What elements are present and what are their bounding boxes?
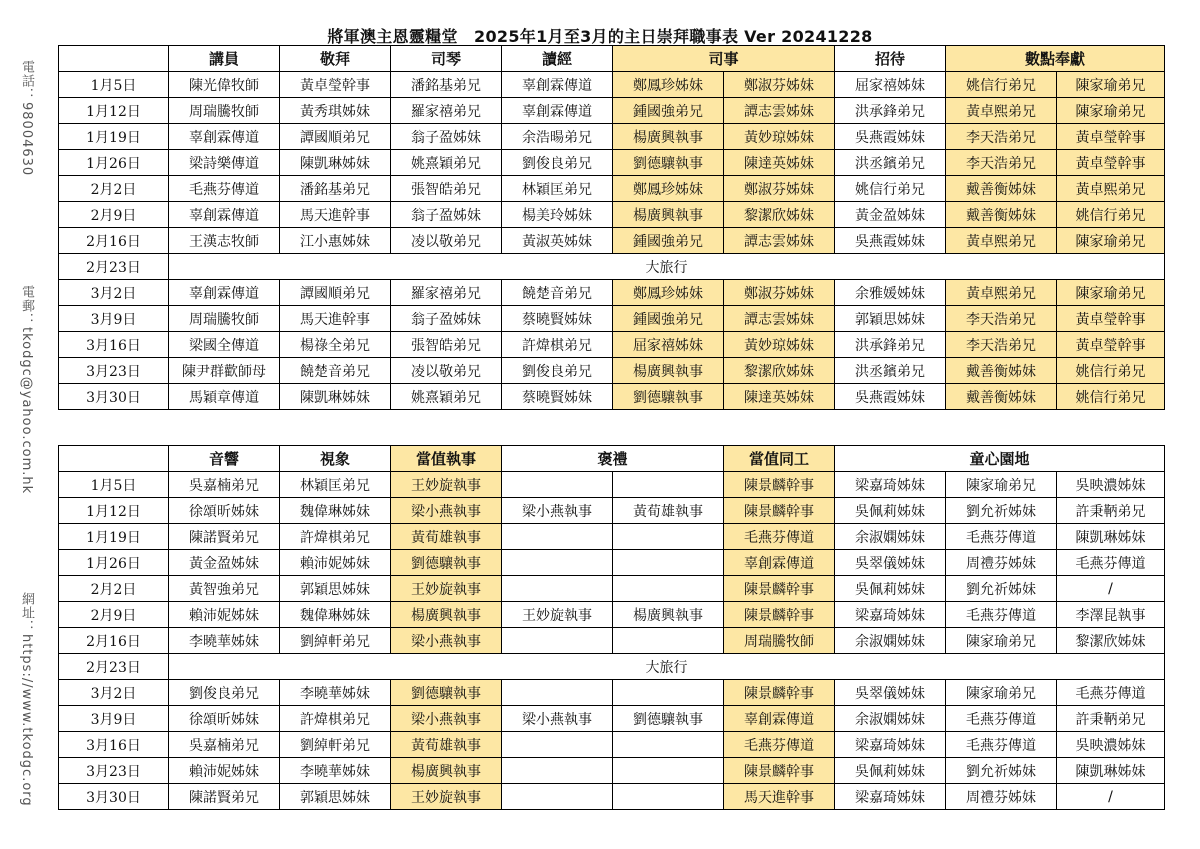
date-cell: 2月16日 [59,628,169,654]
table-cell: 毛燕芬傳道 [946,732,1057,758]
table-cell: 黃卓熙弟兄 [946,280,1057,306]
date-cell: 1月5日 [59,472,169,498]
table-cell: 劉綽軒弟兄 [280,732,391,758]
date-cell: 1月12日 [59,498,169,524]
date-cell: 1月5日 [59,72,169,98]
table-cell: 姚熹穎弟兄 [391,384,502,410]
table-cell: 陳家瑜弟兄 [1057,280,1165,306]
table-cell: 陳景麟幹事 [724,758,835,784]
table-cell: 王妙旋執事 [391,472,502,498]
column-header: 數點奉獻 [946,46,1165,72]
table-cell: 黃淑英姊妹 [502,228,613,254]
table-cell: 許煒棋弟兄 [280,524,391,550]
table-cell: 陳尹群歡師母 [169,358,280,384]
date-cell: 2月23日 [59,654,169,680]
table-cell: 梁嘉琦姊妹 [835,732,946,758]
table-cell: 鄭鳳珍姊妹 [613,280,724,306]
table-cell: 梁小燕執事 [391,498,502,524]
table-cell: 陳達英姊妹 [724,384,835,410]
table-cell: 魏偉琳姊妹 [280,498,391,524]
table-cell [613,758,724,784]
table-cell: 賴沛妮姊妹 [280,550,391,576]
table-cell: 梁小燕執事 [502,706,613,732]
table-row [59,150,1165,176]
table-cell: 黃卓瑩幹事 [280,72,391,98]
table-cell: 辜創霖傳道 [724,706,835,732]
table-cell: 楊祿全弟兄 [280,332,391,358]
table-cell: 姚信行弟兄 [835,176,946,202]
table-row [59,550,1165,576]
table-cell: 戴善衡姊妹 [946,384,1057,410]
table-cell: 楊廣興執事 [613,202,724,228]
phone-text: 電話：98004630 [19,60,34,177]
table-cell: 周瑞騰牧師 [169,98,280,124]
date-cell: 2月16日 [59,228,169,254]
table-cell: 林穎匡弟兄 [502,176,613,202]
table-cell: 賴沛妮姊妹 [169,758,280,784]
table-cell: 王漢志牧師 [169,228,280,254]
table-row [59,280,1165,306]
table-row [59,306,1165,332]
table-cell: 洪承鋒弟兄 [835,332,946,358]
table-cell: 姚信行弟兄 [1057,358,1165,384]
table-cell: 梁國全傳道 [169,332,280,358]
table-cell: 王妙旋執事 [391,576,502,602]
table-row [59,732,1165,758]
table-cell: 潘銘基弟兄 [391,72,502,98]
table-cell: 李天浩弟兄 [946,150,1057,176]
table-cell: 王妙旋執事 [502,602,613,628]
table-cell: 羅家禧弟兄 [391,280,502,306]
table-row [59,784,1165,810]
table-cell [613,680,724,706]
table-cell: 周禮芬姊妹 [946,784,1057,810]
column-header: 童心園地 [835,446,1165,472]
table-cell: 洪丞鑌弟兄 [835,150,946,176]
table-cell [613,628,724,654]
table-cell: 梁嘉琦姊妹 [835,472,946,498]
column-header: 讀經 [502,46,613,72]
table-row [59,228,1165,254]
table-cell: 毛燕芬傳道 [169,176,280,202]
table-cell: 周瑞騰牧師 [169,306,280,332]
table-cell: 黎潔欣姊妹 [1057,628,1165,654]
table-cell: 梁小燕執事 [502,498,613,524]
table-cell: 洪丞鑌弟兄 [835,358,946,384]
column-header: 音響 [169,446,280,472]
table-cell: 陳家瑜弟兄 [1057,228,1165,254]
table-cell: 陳家瑜弟兄 [1057,98,1165,124]
website-text: 網址：https://www.tkodgc.org [19,592,34,807]
table-cell: 饒楚音弟兄 [280,358,391,384]
table-cell: 陳景麟幹事 [724,576,835,602]
date-cell: 1月26日 [59,550,169,576]
table-cell: 鄭淑芬姊妹 [724,280,835,306]
table-cell: 蔡曉賢姊妹 [502,306,613,332]
table-cell: 黃卓瑩幹事 [1057,150,1165,176]
table-cell: 吳燕霞姊妹 [835,124,946,150]
table-cell: 黃妙琼姊妹 [724,124,835,150]
table-cell [613,550,724,576]
table-cell: 江小惠姊妹 [280,228,391,254]
table-cell [502,576,613,602]
column-header: 褒禮 [502,446,724,472]
table-cell: 毛燕芬傳道 [724,732,835,758]
table-row [59,654,1165,680]
table-cell: 吳嘉楠弟兄 [169,472,280,498]
table-cell [502,550,613,576]
table-cell: 黎潔欣姊妹 [724,202,835,228]
table-cell: 余雅媛姊妹 [835,280,946,306]
table-cell: 劉德驤執事 [391,550,502,576]
table-cell: 吳翠儀姊妹 [835,550,946,576]
table-row [59,332,1165,358]
table-cell: 郭穎思姊妹 [280,784,391,810]
table-cell: 鄭鳳珍姊妹 [613,72,724,98]
table-cell: 賴沛妮姊妹 [169,602,280,628]
table-cell: 徐頌昕姊妹 [169,498,280,524]
date-cell: 1月12日 [59,98,169,124]
table-cell: / [1057,576,1165,602]
table-row [59,680,1165,706]
table-cell: 許秉鞆弟兄 [1057,498,1165,524]
table-cell [502,628,613,654]
table-cell: 吳佩莉姊妹 [835,758,946,784]
table-row [59,706,1165,732]
table-cell: 凌以敬弟兄 [391,228,502,254]
table-cell: 劉德驤執事 [391,680,502,706]
column-header: 視象 [280,446,391,472]
table-row [59,176,1165,202]
table-cell [613,524,724,550]
table-cell: 辜創霖傳道 [169,280,280,306]
table-cell: 屈家禧姊妹 [613,332,724,358]
table-cell: 楊美玲姊妹 [502,202,613,228]
table-cell: 陳家瑜弟兄 [946,680,1057,706]
table-cell: 吳燕霞姊妹 [835,228,946,254]
service-roster-table [58,445,1165,810]
table-cell: 李澤昆執事 [1057,602,1165,628]
table-cell: 陳景麟幹事 [724,472,835,498]
table-cell: 梁詩樂傳道 [169,150,280,176]
table-cell: 戴善衡姊妹 [946,176,1057,202]
table-cell: 黃荀雄執事 [391,524,502,550]
table-cell: 黃卓瑩幹事 [1057,306,1165,332]
table-row [59,72,1165,98]
table-cell: 陳凱琳姊妹 [1057,524,1165,550]
date-cell: 3月9日 [59,706,169,732]
table-cell [502,472,613,498]
table-cell: / [1057,784,1165,810]
table-cell: 李天浩弟兄 [946,306,1057,332]
table-cell: 黃卓熙弟兄 [1057,176,1165,202]
table-cell: 黎潔欣姊妹 [724,358,835,384]
table-cell: 陳凱琳姊妹 [280,150,391,176]
table-cell: 翁子盈姊妹 [391,124,502,150]
table-row [59,202,1165,228]
table-cell: 黃荀雄執事 [613,498,724,524]
table-cell: 林穎匡弟兄 [280,472,391,498]
column-header: 司事 [613,46,835,72]
table-cell: 凌以敬弟兄 [391,358,502,384]
table-cell: 李曉華姊妹 [169,628,280,654]
date-cell: 3月30日 [59,784,169,810]
header-row [59,46,1165,72]
table-cell: 鍾國強弟兄 [613,306,724,332]
table-cell: 劉允祈姊妹 [946,498,1057,524]
table-cell: 陳達英姊妹 [724,150,835,176]
table-cell: 徐頌昕姊妹 [169,706,280,732]
table-row [59,358,1165,384]
table-cell: 毛燕芬傳道 [946,602,1057,628]
table-row [59,124,1165,150]
date-cell: 2月9日 [59,202,169,228]
table-cell: 鄭淑芬姊妹 [724,72,835,98]
table-cell: 鍾國強弟兄 [613,98,724,124]
table-cell: 陳景麟幹事 [724,680,835,706]
table-cell [613,784,724,810]
column-header: 當值執事 [391,446,502,472]
table-cell: 吳映濃姊妹 [1057,732,1165,758]
table-cell: 楊廣興執事 [391,758,502,784]
column-header: 招待 [835,46,946,72]
table-cell: 譚國順弟兄 [280,124,391,150]
date-cell: 3月23日 [59,758,169,784]
table-cell: 劉德驤執事 [613,706,724,732]
table-cell: 陳家瑜弟兄 [1057,72,1165,98]
table-cell: 毛燕芬傳道 [1057,680,1165,706]
table-cell: 魏偉琳姊妹 [280,602,391,628]
table-cell: 譚志雲姊妹 [724,228,835,254]
table-cell: 毛燕芬傳道 [946,706,1057,732]
table-cell: 陳凱琳姊妹 [280,384,391,410]
date-cell: 1月19日 [59,524,169,550]
table-cell: 楊廣興執事 [391,602,502,628]
table-cell: 辜創霖傳道 [502,98,613,124]
date-cell: 2月9日 [59,602,169,628]
table-cell: 梁嘉琦姊妹 [835,602,946,628]
table-cell: 陳光偉牧師 [169,72,280,98]
table-cell: 戴善衡姊妹 [946,358,1057,384]
table-row [59,254,1165,280]
table-cell: 羅家禧弟兄 [391,98,502,124]
table-cell: 陳家瑜弟兄 [946,472,1057,498]
table-cell: 余淑嫻姊妹 [835,628,946,654]
table-cell: 翁子盈姊妹 [391,306,502,332]
table-cell: 王妙旋執事 [391,784,502,810]
table-cell [502,680,613,706]
table-cell: 吳佩莉姊妹 [835,576,946,602]
table-cell: 鍾國強弟兄 [613,228,724,254]
table-cell: 吳映濃姊妹 [1057,472,1165,498]
table-cell: 李天浩弟兄 [946,124,1057,150]
date-cell: 2月23日 [59,254,169,280]
date-cell: 3月16日 [59,732,169,758]
table-cell: 周禮芬姊妹 [946,550,1057,576]
table-cell [502,784,613,810]
table-cell: 馬天進幹事 [724,784,835,810]
table-cell: 譚志雲姊妹 [724,306,835,332]
table-cell: 陳家瑜弟兄 [946,628,1057,654]
table-cell: 屈家禧姊妹 [835,72,946,98]
table-cell: 馬天進幹事 [280,306,391,332]
table-cell: 余淑嫻姊妹 [835,524,946,550]
table-cell [613,472,724,498]
table-cell: 余淑嫻姊妹 [835,706,946,732]
table-cell: 劉綽軒弟兄 [280,628,391,654]
table-cell: 黃智強弟兄 [169,576,280,602]
table-cell: 李曉華姊妹 [280,758,391,784]
table-cell: 黃卓熙弟兄 [946,228,1057,254]
table-cell: 饒楚音弟兄 [502,280,613,306]
table-cell: 陳景麟幹事 [724,602,835,628]
table-cell: 吳翠儀姊妹 [835,680,946,706]
table-cell: 姚信行弟兄 [946,72,1057,98]
table-cell [613,576,724,602]
column-header [59,446,169,472]
table-cell: 毛燕芬傳道 [946,524,1057,550]
date-cell: 2月2日 [59,176,169,202]
table-cell: 郭穎思姊妹 [280,576,391,602]
event-cell: 大旅行 [169,254,1165,280]
table-cell: 李曉華姊妹 [280,680,391,706]
table-cell: 辜創霖傳道 [502,72,613,98]
table-cell: 姚信行弟兄 [1057,384,1165,410]
table-cell: 黃卓瑩幹事 [1057,124,1165,150]
table-cell: 楊廣興執事 [613,124,724,150]
table-row [59,98,1165,124]
date-cell: 1月26日 [59,150,169,176]
table-cell: 張智皓弟兄 [391,176,502,202]
event-cell: 大旅行 [169,654,1165,680]
date-cell: 2月2日 [59,576,169,602]
column-header: 講員 [169,46,280,72]
date-cell: 3月23日 [59,358,169,384]
table-cell: 姚信行弟兄 [1057,202,1165,228]
table-cell: 馬天進幹事 [280,202,391,228]
table-cell: 黃卓瑩幹事 [1057,332,1165,358]
table-cell: 陳景麟幹事 [724,498,835,524]
table-cell: 陳諾賢弟兄 [169,784,280,810]
table-cell: 陳諾賢弟兄 [169,524,280,550]
table-cell: 黃卓熙弟兄 [946,98,1057,124]
header-row [59,446,1165,472]
column-header: 當值同工 [724,446,835,472]
table-cell: 劉允祈姊妹 [946,576,1057,602]
table-cell: 許煒棋弟兄 [280,706,391,732]
table-cell: 楊廣興執事 [613,358,724,384]
table-cell: 許煒棋弟兄 [502,332,613,358]
date-cell: 3月16日 [59,332,169,358]
column-header: 敬拜 [280,46,391,72]
date-cell: 3月2日 [59,680,169,706]
table-cell: 劉德驤執事 [613,150,724,176]
table-cell: 吳燕霞姊妹 [835,384,946,410]
table-row [59,758,1165,784]
table-row [59,602,1165,628]
table-cell: 劉俊良弟兄 [169,680,280,706]
table-cell: 黃金盈姊妹 [169,550,280,576]
table-cell: 毛燕芬傳道 [1057,550,1165,576]
table-cell: 梁嘉琦姊妹 [835,784,946,810]
table-row [59,384,1165,410]
column-header [59,46,169,72]
table-cell: 黃金盈姊妹 [835,202,946,228]
table-cell: 劉德驤執事 [613,384,724,410]
table-cell: 毛燕芬傳道 [724,524,835,550]
table-cell: 郭穎思姊妹 [835,306,946,332]
table-cell: 陳凱琳姊妹 [1057,758,1165,784]
table-cell: 黃荀雄執事 [391,732,502,758]
table-row [59,524,1165,550]
table-row [59,628,1165,654]
table-cell: 馬穎章傳道 [169,384,280,410]
table-cell: 洪承鋒弟兄 [835,98,946,124]
table-cell: 潘銘基弟兄 [280,176,391,202]
table-cell: 梁小燕執事 [391,706,502,732]
table-cell: 張智皓弟兄 [391,332,502,358]
date-cell: 3月30日 [59,384,169,410]
page-title: 將軍澳主恩靈糧堂 2025年1月至3月的主日崇拜職事表 Ver 20241228 [327,27,873,46]
email-text: 電郵：tkodgc@yahoo.com.hk [19,285,34,495]
table-cell: 吳佩莉姊妹 [835,498,946,524]
table-cell: 余浩暘弟兄 [502,124,613,150]
worship-roster-table [58,45,1165,410]
table-cell: 周瑞騰牧師 [724,628,835,654]
table-cell: 辜創霖傳道 [169,124,280,150]
column-header: 司琴 [391,46,502,72]
table-row [59,498,1165,524]
table-cell: 劉俊良弟兄 [502,358,613,384]
table-cell: 許秉鞆弟兄 [1057,706,1165,732]
table-cell [502,732,613,758]
table-cell: 譚志雲姊妹 [724,98,835,124]
table-row [59,576,1165,602]
date-cell: 1月19日 [59,124,169,150]
table-cell [502,524,613,550]
table-row [59,472,1165,498]
table-cell: 譚國順弟兄 [280,280,391,306]
table-cell: 戴善衡姊妹 [946,202,1057,228]
table-cell: 楊廣興執事 [613,602,724,628]
table-cell: 劉允祈姊妹 [946,758,1057,784]
table-cell: 梁小燕執事 [391,628,502,654]
table-cell: 鄭鳳珍姊妹 [613,176,724,202]
table-cell: 李天浩弟兄 [946,332,1057,358]
table-cell: 鄭淑芬姊妹 [724,176,835,202]
date-cell: 3月9日 [59,306,169,332]
table-cell: 黃妙琼姊妹 [724,332,835,358]
table-cell: 吳嘉楠弟兄 [169,732,280,758]
table-cell: 姚熹穎弟兄 [391,150,502,176]
table-cell: 辜創霖傳道 [169,202,280,228]
date-cell: 3月2日 [59,280,169,306]
table-cell [613,732,724,758]
table-cell: 蔡曉賢姊妹 [502,384,613,410]
table-cell: 翁子盈姊妹 [391,202,502,228]
table-cell: 黃秀琪姊妹 [280,98,391,124]
table-cell: 辜創霖傳道 [724,550,835,576]
table-cell [502,758,613,784]
table-cell: 劉俊良弟兄 [502,150,613,176]
